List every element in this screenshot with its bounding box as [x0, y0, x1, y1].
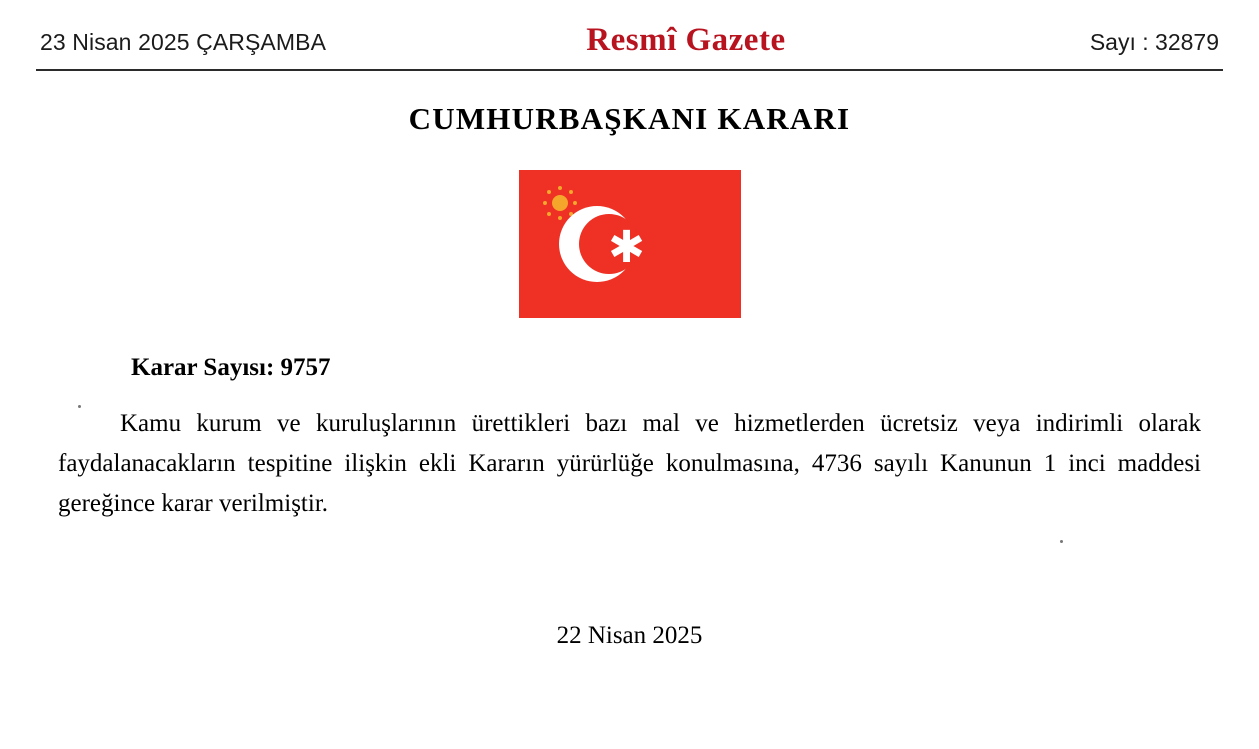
emblem-container	[0, 170, 1259, 318]
document-body	[58, 354, 1201, 650]
turkish-flag-icon: ✱	[519, 170, 741, 318]
masthead-divider	[36, 69, 1223, 71]
masthead	[0, 0, 1259, 69]
masthead-issue-number: Sayı : 32879	[1089, 29, 1219, 55]
scan-speck	[1060, 540, 1063, 543]
scan-speck	[78, 405, 81, 408]
decision-paragraph: Kamu kurum ve kuruluşlarının ürettikleri bazı mal ve hizmetlerden ücretsiz veya indirimli olarak faydalanacakların tespitine ilişkin ekli Kararın yürürlüğe konulmasına, 4736 sayılı Kanunun 1 inci maddesi gereğince karar verilmiştir.	[58, 410, 1201, 517]
signature-date: 22 Nisan 2025	[556, 622, 703, 649]
masthead-date: 23 Nisan 2025 ÇARŞAMBA	[40, 29, 327, 55]
masthead-title: Resmî Gazete	[586, 22, 786, 58]
page-title: CUMHURBAŞKANI KARARI	[408, 101, 851, 136]
decision-number: Karar Sayısı: 9757	[131, 354, 331, 381]
